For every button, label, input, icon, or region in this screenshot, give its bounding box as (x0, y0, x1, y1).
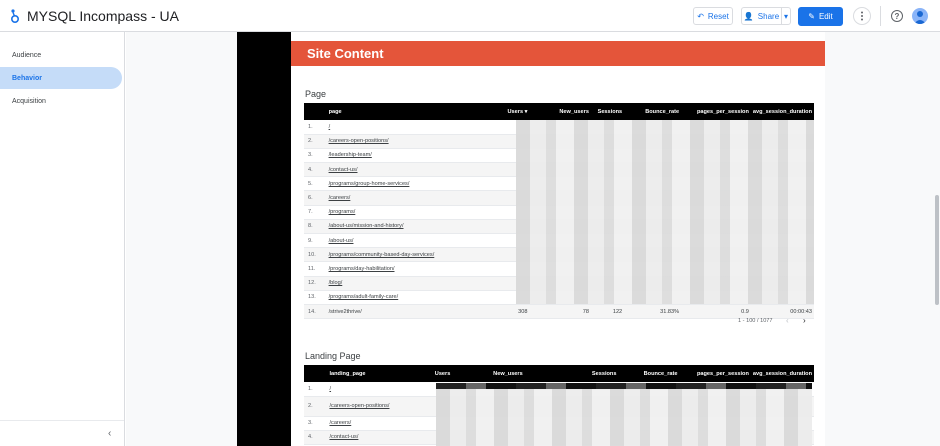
page-link[interactable]: /contact-us/ (327, 163, 506, 177)
next-page-icon[interactable]: › (803, 316, 806, 325)
row-index: 3. (304, 416, 327, 430)
toolbar-divider (880, 6, 881, 26)
table-header-row (304, 103, 814, 120)
decorative-strip (237, 32, 291, 446)
column-header-new-users[interactable]: New_users (491, 365, 569, 382)
share-dropdown-button[interactable] (781, 7, 791, 25)
page-link[interactable]: /programs/ (327, 205, 506, 219)
column-header-users[interactable]: Users (433, 365, 491, 382)
reset-label: Reset (707, 11, 729, 21)
landing-page-link[interactable]: /contact-us/ (327, 430, 432, 444)
column-header-landing-page[interactable]: landing_page (327, 365, 432, 382)
more-options-button[interactable] (853, 7, 871, 25)
column-header-index (304, 365, 327, 382)
landing-page-link[interactable]: / (327, 382, 432, 396)
pages-per-session-value: 0.9 (681, 304, 751, 318)
column-header-users[interactable]: Users ▾ (505, 103, 529, 120)
page-link[interactable]: /programs/adult-family-care/ (327, 290, 506, 304)
column-header-sessions[interactable]: Sessions (569, 365, 618, 382)
row-index: 5. (304, 177, 327, 191)
row-index: 14. (304, 304, 327, 318)
table-header-row (304, 365, 814, 382)
users-value: 308 (505, 304, 529, 318)
page-link[interactable]: /about-us/mission-and-history/ (327, 219, 506, 233)
column-header-avg-session-duration[interactable]: avg_session_duration (751, 103, 814, 120)
sidebar (0, 32, 125, 446)
top-bar (0, 0, 940, 32)
chevron-down-icon: ▾ (783, 11, 788, 21)
reset-icon: ↶ (697, 11, 704, 21)
prev-page-icon[interactable]: ‹ (786, 316, 789, 325)
column-header-sessions[interactable]: Sessions (591, 103, 624, 120)
row-index: 13. (304, 290, 327, 304)
more-vert-icon (860, 11, 864, 21)
column-header-page[interactable]: page (327, 103, 506, 120)
page-link[interactable]: / (327, 120, 506, 134)
column-header-bounce-rate[interactable]: Bounce_rate (624, 103, 681, 120)
page-link[interactable]: /programs/day-habilitation/ (327, 262, 506, 276)
landing-page-link[interactable]: /careers/ (327, 416, 432, 430)
page-link[interactable]: /careers-open-positions/ (327, 134, 506, 148)
row-index: 4. (304, 163, 327, 177)
page-link[interactable]: /programs/community-based-day-services/ (327, 248, 506, 262)
page-table-title: Page (305, 89, 327, 99)
looker-studio-logo-icon (9, 8, 21, 24)
sidebar-item-acquisition[interactable] (0, 90, 122, 112)
edit-button[interactable] (798, 7, 843, 26)
user-icon (912, 8, 928, 24)
column-header-bounce-rate[interactable]: Bounce_rate (618, 365, 679, 382)
help-icon[interactable]: ? (891, 10, 903, 22)
row-index: 2. (304, 396, 327, 416)
sidebar-item-label: Acquisition (12, 97, 46, 105)
collapse-sidebar-icon[interactable]: ‹ (108, 428, 112, 439)
vertical-scrollbar[interactable] (935, 195, 939, 305)
sidebar-item-label: Audience (12, 51, 42, 59)
add-person-icon: 👤 (743, 11, 754, 21)
page-link[interactable]: /programs/group-home-services/ (327, 177, 506, 191)
sidebar-item-label: Behavior (12, 74, 42, 82)
column-header-new-users[interactable]: New_users (529, 103, 591, 120)
edit-label: Edit (818, 12, 833, 21)
share-label: Share (757, 11, 780, 21)
row-index: 8. (304, 219, 327, 233)
page-link[interactable]: /about-us/ (327, 234, 506, 248)
divider (0, 420, 124, 421)
row-index: 10. (304, 248, 327, 262)
page-link[interactable]: /blog/ (327, 276, 506, 290)
column-header-index (304, 103, 327, 120)
share-button[interactable] (741, 7, 781, 25)
landing-table-title: Landing Page (305, 351, 361, 361)
avatar[interactable] (912, 8, 928, 24)
row-index: 6. (304, 191, 327, 205)
new-users-value: 78 (529, 304, 591, 318)
sessions-value: 122 (591, 304, 624, 318)
page-link[interactable]: /careers/ (327, 191, 506, 205)
row-index: 12. (304, 276, 327, 290)
sidebar-item-audience[interactable] (0, 44, 122, 66)
sidebar-item-behavior[interactable] (0, 67, 122, 89)
report-title[interactable]: MYSQL Incompass - UA (27, 8, 179, 24)
avg-session-duration-value: 00:00:43 (751, 304, 814, 318)
redacted-values (436, 383, 812, 446)
redacted-header-band (436, 383, 812, 389)
row-index: 1. (304, 120, 327, 134)
pagination-label: 1 - 100 / 1077 (738, 318, 773, 324)
row-index: 1. (304, 382, 327, 396)
section-banner (291, 41, 825, 66)
page-link[interactable]: /leadership-team/ (327, 148, 506, 162)
column-header-pages-per-session[interactable]: pages_per_session (680, 365, 751, 382)
column-header-pages-per-session[interactable]: pages_per_session (681, 103, 751, 120)
landing-page-link[interactable]: /careers-open-positions/ (327, 396, 432, 416)
row-index: 3. (304, 148, 327, 162)
page-link[interactable]: /strive2thrive/ (327, 304, 506, 318)
column-header-avg-session-duration[interactable]: avg_session_duration (751, 365, 814, 382)
row-index: 11. (304, 262, 327, 276)
reset-button[interactable] (693, 7, 733, 25)
row-index: 7. (304, 205, 327, 219)
row-index: 4. (304, 430, 327, 444)
row-index: 2. (304, 134, 327, 148)
pencil-icon: ✎ (808, 12, 815, 21)
table-row[interactable] (304, 304, 814, 318)
row-index: 9. (304, 234, 327, 248)
bounce-rate-value: 31.83% (624, 304, 681, 318)
redacted-values (516, 120, 814, 304)
banner-title: Site Content (307, 46, 384, 61)
